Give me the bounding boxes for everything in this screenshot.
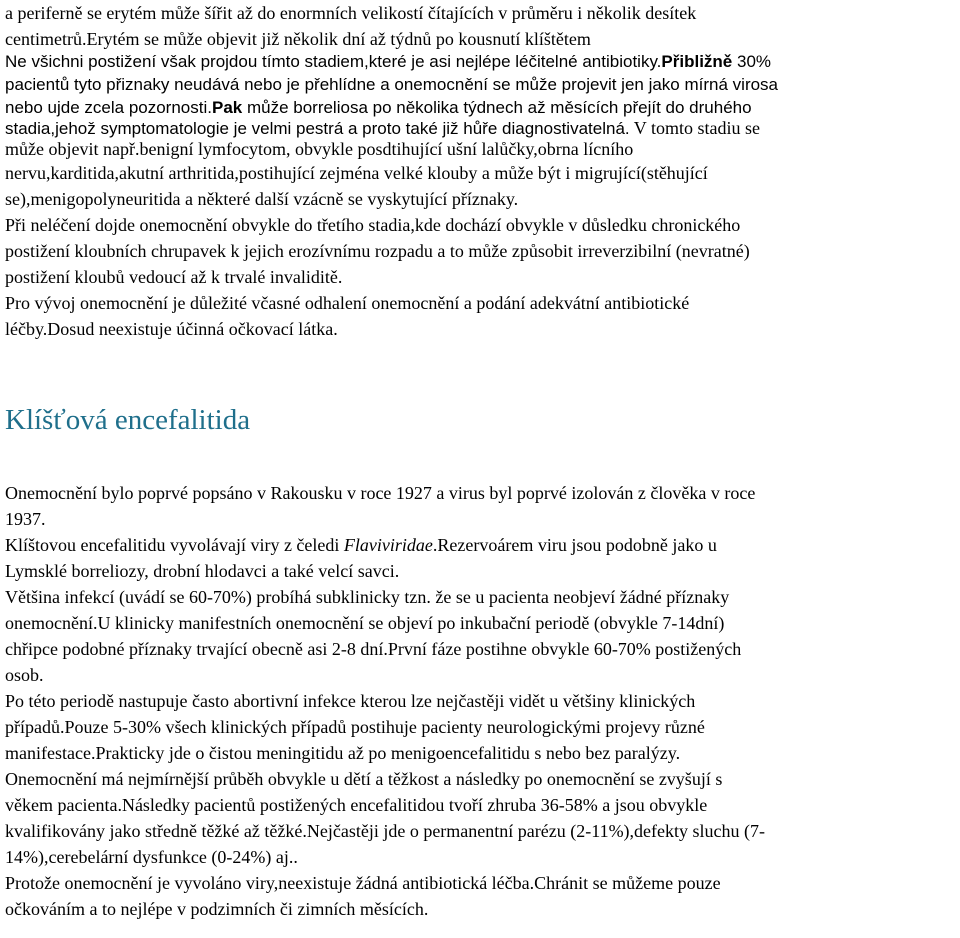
- text-segment: V tomto stadiu se: [629, 118, 760, 138]
- text-segment: Ne všichni postižení však projdou tímto stadiem,které je asi nejlépe léčitelné antibiotiky.: [5, 52, 662, 71]
- text-segment: může borreliosa po několika týdnech až měsících přejít do druhého: [242, 98, 752, 117]
- text-segment: Klíštovou encefalitidu vyvolávají viry z čeledi: [5, 535, 344, 555]
- text-line: postižení kloubních chrupavek k jejich erozívnímu rozpadu a to může způsobit irreverzibilní (nevratné): [5, 241, 750, 261]
- text-line: Onemocnění má nejmírnější průběh obvykle u dětí a těžkost a následky po onemocnění se zvyšují s: [5, 769, 723, 789]
- text-segment-bold: Přibližně: [661, 52, 733, 71]
- text-line: kvalifikovány jako středně těžké až těžké.Nejčastěji jde o permanentní parézu (2-11%),defekty sluchu (7-: [5, 821, 766, 841]
- text-line: osob.: [5, 665, 44, 685]
- text-line: léčby.Dosud neexistuje účinná očkovací látka.: [5, 319, 338, 339]
- text-segment: může objevit např.: [5, 139, 140, 159]
- text-line: pacientů tyto přiznaky neudává nebo je přehlídne a onemocnění se může projevit jen jako mírná virosa: [5, 75, 779, 94]
- text-line: [5, 98, 778, 118]
- text-segment-italic: Flaviviridae: [343, 535, 433, 555]
- text-line: Po této periodě nastupuje často abortivní infekce kterou lze nejčastěji vidět u většiny klinických: [5, 691, 696, 711]
- text-line: postižení kloubů vedoucí až k trvalé invaliditě.: [5, 267, 343, 287]
- text-line: 14%),cerebelární dysfunkce (0-24%) aj..: [5, 847, 298, 867]
- text-line: Protože onemocnění je vyvoláno viry,neexistuje žádná antibiotická léčba.Chránit se můžeme pouze: [5, 873, 721, 893]
- text-line: Většina infekcí (uvádí se 60-70%) probíhá subklinicky tzn. že se u pacienta neobjeví žádné příznaky: [5, 587, 730, 607]
- text-line: manifestace.Prakticky jde o čistou meningitidu až po menigoencefalitidu s nebo bez paralýzy.: [5, 743, 681, 763]
- text-line: věkem pacienta.Následky pacientů postižených encefalitidou tvoří zhruba 36-58% a jsou obvykle: [5, 795, 708, 815]
- text-line: centimetrů.Erytém se může objevit již několik dní až týdnů po kousnutí klíštětem: [5, 29, 591, 49]
- text-line: onemocnění.U klinicky manifestních onemocnění se objeví po inkubační periodě (obvykle 7-14dní): [5, 613, 725, 633]
- text-line: očkováním a to nejlépe v podzimních či zimních měsících.: [5, 899, 429, 919]
- text-line: [5, 532, 765, 558]
- text-line: Lymsklé borreliozy, drobní hlodavci a také velcí savci.: [5, 561, 400, 581]
- text-line: Onemocnění bylo poprvé popsáno v Rakousku v roce 1927 a virus byl poprvé izolován z člověka v roce: [5, 483, 756, 503]
- text-line: a periferně se erytém může šířit až do enormních velikostí čítajících v průměru i několik desítek: [5, 3, 697, 23]
- text-segment: .Rezervoárem viru jsou podobně jako u: [432, 535, 717, 555]
- text-line: [5, 139, 778, 160]
- text-segment: nebo ujde zcela pozornosti.: [5, 98, 212, 117]
- lyme-section: [5, 0, 778, 342]
- text-line: [5, 118, 778, 139]
- text-line: chřipce podobné příznaky trvající obecně asi 2-8 dní.První fáze postihne obvykle 60-70% postižených: [5, 639, 742, 659]
- text-line: Při neléčení dojde onemocnění obvykle do třetího stadia,kde dochází obvykle v důsledku chronického: [5, 215, 741, 235]
- text-segment: benigní lymfocytom, obvykle posdtihující ušní lalůčky,obrna lícního: [139, 139, 634, 159]
- text-line: Pro vývoj onemocnění je důležité včasné odhalení onemocnění a podání adekvátní antibiotické: [5, 293, 690, 313]
- text-line: případů.Pouze 5-30% všech klinických případů postihuje pacienty neurologickými projevy různé: [5, 717, 705, 737]
- text-segment-bold: Pak: [211, 98, 243, 117]
- text-segment: 30%: [732, 52, 772, 71]
- text-line: 1937.: [5, 509, 46, 529]
- text-line: nervu,karditida,akutní arthritida,postihující zejména velké klouby a může být i migrující(stěhující: [5, 163, 708, 183]
- text-line: [5, 52, 778, 72]
- text-segment: stadia,jehož symptomatologie je velmi pestrá a proto také již hůře diagnostivatelná.: [5, 119, 630, 138]
- section-heading: Klíšťová encefalitida: [5, 404, 251, 436]
- tbe-section: [5, 480, 765, 922]
- text-line: se),menigopolyneuritida a některé další vzácně se vyskytující příznaky.: [5, 189, 519, 209]
